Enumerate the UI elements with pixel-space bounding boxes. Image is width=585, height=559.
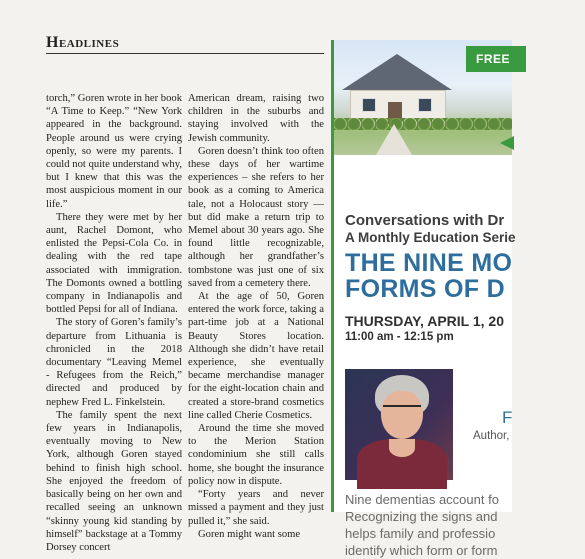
ad-description-line: identify which form or form xyxy=(345,543,498,558)
article-paragraph: Goren might want some xyxy=(198,528,301,540)
article-paragraph: The family spent the next few years in Indianapolis, eventually moving to New York, although Goren stayed behind to finish high school. She enjoyed the freedom of basically being on her own and recalled seeing an unknown “skinny young kid standing by himself” backstage at a Tommy Dorsey concert xyxy=(46,409,182,553)
article-paragraph: torch,” Goren wrote in her book “A Time to Keep.” “New York appeared in the background. People around us were crying openly, so were my parents. I could not quite understand why, but I knew that this was the most auspicious moment in our life.” xyxy=(46,93,182,210)
article-paragraph: Goren doesn’t think too often these days of her wartime experiences – she refers to her book as a coming to America tale, not a Holocaust story — but did make a return trip to Memel about 30 years ago. She found little recognizable, although her grandfather’s tombstone was just one of six saved from a cemetery there. xyxy=(188,145,324,289)
ad-subtitle: Conversations with Dr xyxy=(345,212,505,229)
article-paragraph: American dream, raising two children in the suburbs and staying involved with the Jewish community. xyxy=(188,93,324,144)
shrubbery xyxy=(334,118,512,130)
event-time: 11:00 am - 12:15 pm xyxy=(345,331,454,343)
section-divider xyxy=(46,53,324,54)
ad-description xyxy=(345,491,585,559)
glasses-icon xyxy=(383,405,421,417)
free-badge: FREE xyxy=(466,46,526,72)
ad-description-line: Recognizing the signs and xyxy=(345,509,498,524)
speaker-neck xyxy=(389,439,415,457)
ad-title-line: THE NINE MO xyxy=(345,249,513,277)
section-heading: Headlines xyxy=(46,34,120,51)
ad-description-line: helps family and professio xyxy=(345,526,496,541)
article-paragraph: “Forty years and never missed a payment and they just pulled it,” she said. xyxy=(188,489,324,527)
speaker-role: Author, xyxy=(473,430,510,442)
walkway xyxy=(376,124,412,155)
article-paragraph: The story of Goren’s family’s departure from Lithuania is chronicled in the 2018 documentary “Leaving Memel - Refugees from the Reich,” directed and produced by nephew Fred L. Finkelstein. xyxy=(46,317,182,408)
article-column-left xyxy=(46,92,182,554)
event-date: THURSDAY, APRIL 1, 20 xyxy=(345,313,504,329)
building-window xyxy=(418,98,432,112)
ad-title xyxy=(345,250,512,302)
speaker-photo xyxy=(345,369,453,480)
article-paragraph: There they were met by her aunt, Rachel Domont, who enlisted the Pepsi-Cola Co. in dealing with the red tape associated with immigration. The Domonts owned a bottling company in Indianapolis and bottled Pepsi for all of Indiana. xyxy=(46,211,182,316)
ad-title-line: FORMS OF D xyxy=(345,275,505,303)
article-column-right xyxy=(188,92,324,541)
speaker-name: F xyxy=(502,408,513,427)
building-window xyxy=(362,98,376,112)
article-paragraph: Around the time she moved to the Merion Station condominium she still calls home, she bought the insurance policy now in dispute. xyxy=(188,423,324,487)
article-paragraph: At the age of 50, Goren entered the work force, taking a part-time job at a National Beauty Stores location. Although she didn’t have retail experience, she eventually became merchandise manager for the eight-location chain and created a store-brand cosmetics line called Cherie Cosmetics. xyxy=(188,291,324,421)
event-advertisement xyxy=(331,40,516,558)
ad-series-name: A Monthly Education Serie xyxy=(345,230,516,245)
arrow-left-icon xyxy=(500,136,514,150)
ad-description-line: Nine dementias account fo xyxy=(345,492,499,507)
building-roof xyxy=(342,54,452,90)
